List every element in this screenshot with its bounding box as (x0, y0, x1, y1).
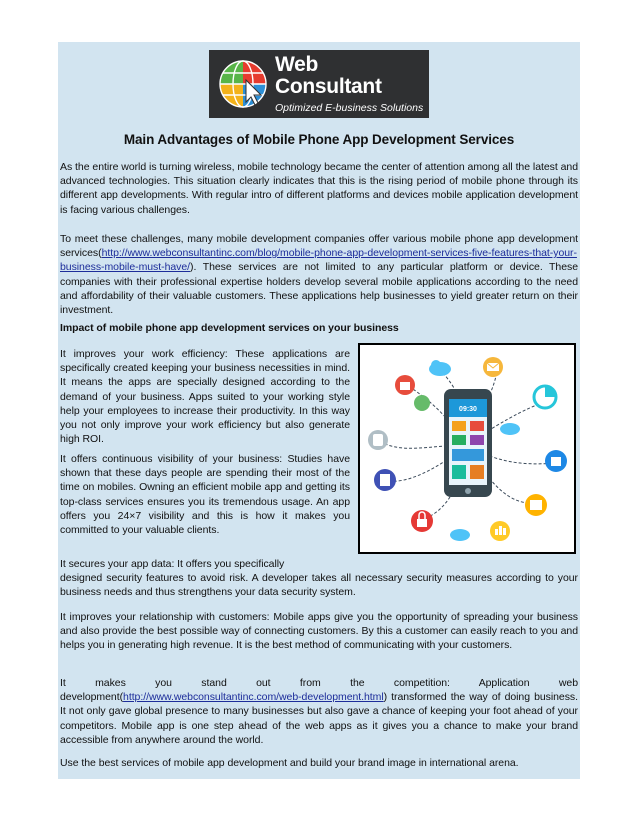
logo-subtitle: Optimized E-business Solutions (275, 102, 424, 115)
cloud-icon (450, 529, 470, 541)
paragraph-competition (60, 676, 578, 747)
logo (209, 50, 429, 118)
mobile-apps-illustration (358, 343, 576, 554)
paragraph-conclusion: Use the best services of mobile app development and build your brand image in international arena. (60, 757, 519, 769)
gift-icon (395, 375, 415, 395)
thumbs-up-icon (545, 450, 567, 472)
paragraph-security: designed security features to avoid risk. A developer takes all necessary security measures according to your business needs and thus strengthens your data security system. (60, 572, 578, 599)
phone-time: 09:30 (459, 406, 477, 413)
paragraph-text: To meet these challenges, many mobile development companies offer various mobile phone app development services( (60, 233, 578, 260)
section-heading: Impact of mobile phone app development services on your business (60, 322, 399, 334)
pie-chart-icon (534, 386, 556, 408)
paragraph-text: ) transformed the way of doing business. It not only gave global presence to many businesses but also gave a chance of keeping your foot ahead of your competitors. Mobile app is one step ahead of the web apps as it gives you a chance to make your brand accessible from anywhere around the world. (60, 691, 578, 746)
paragraph-text: It makes you stand out from the competition: Application web development( (60, 677, 578, 704)
page-title: Main Advantages of Mobile Phone App Development Services (123, 132, 515, 147)
paragraph-visibility: It offers continuous visibility of your business: Studies have shown that these days people are spending their most of the time on mobiles. Owning an efficient mobile app and getting its top-class services ensures you its tremendous usage. An app offers you 24×7 visibility and this is how it makes you committed to your valuable clients. (60, 453, 350, 537)
document-icon (374, 469, 396, 491)
paragraph-intro: As the entire world is turning wireless, mobile technology became the center of attention among all the latest and advanced technologies. This situation clearly indicates that this is the rising period of mobile phone through its different app developments. With regular intro of different platforms and devices mobile application development is facing various challenges. (60, 161, 578, 216)
paragraph-security-start: It secures your app data: It offers you specifically (60, 558, 285, 570)
bar-chart-icon (490, 521, 510, 541)
web-development-link[interactable]: http://www.webconsultantinc.com/web-development.html (123, 691, 384, 704)
globe-cursor-icon (217, 58, 269, 110)
globe-icon (414, 395, 430, 411)
document-page (58, 42, 580, 779)
cloud-icon (500, 423, 520, 435)
paragraph-efficiency: It improves your work efficiency: These applications are specifically created keeping your business necessities in mind. It means the apps are specially designed according to the demand of your business. Apps suited to your working style help your employees to increase their productivity. In this way you not only improve your work efficiency but also generate high ROI. (60, 348, 350, 446)
cloud-icon (429, 360, 451, 376)
blog-link[interactable]: http://www.webconsultantinc.com/blog/mobile-phone-app-development-services-five-features-that-your-business-mobile-must-have/ (60, 247, 577, 274)
paragraph-text: ). These services are not limited to any particular platform or device. These companies with their professional expertise holders develop several mobile applications according to the need and affordability of their valuable customers. These applications help businesses to yield greater return on their investment. (60, 261, 578, 317)
padlock-icon (411, 510, 433, 532)
camera-icon (525, 494, 547, 516)
paragraph-challenges (60, 232, 578, 317)
logo-title: Web Consultant (275, 52, 382, 98)
envelope-icon (483, 357, 503, 377)
database-icon (368, 430, 388, 450)
paragraph-relationship: It improves your relationship with customers: Mobile apps give you the opportunity of spreading your business and also provide the best possible way of connecting customers. By this a customer can easily reach to you and helps you in generating high revenue. It is the best method of communicating with your customers. (60, 611, 578, 652)
